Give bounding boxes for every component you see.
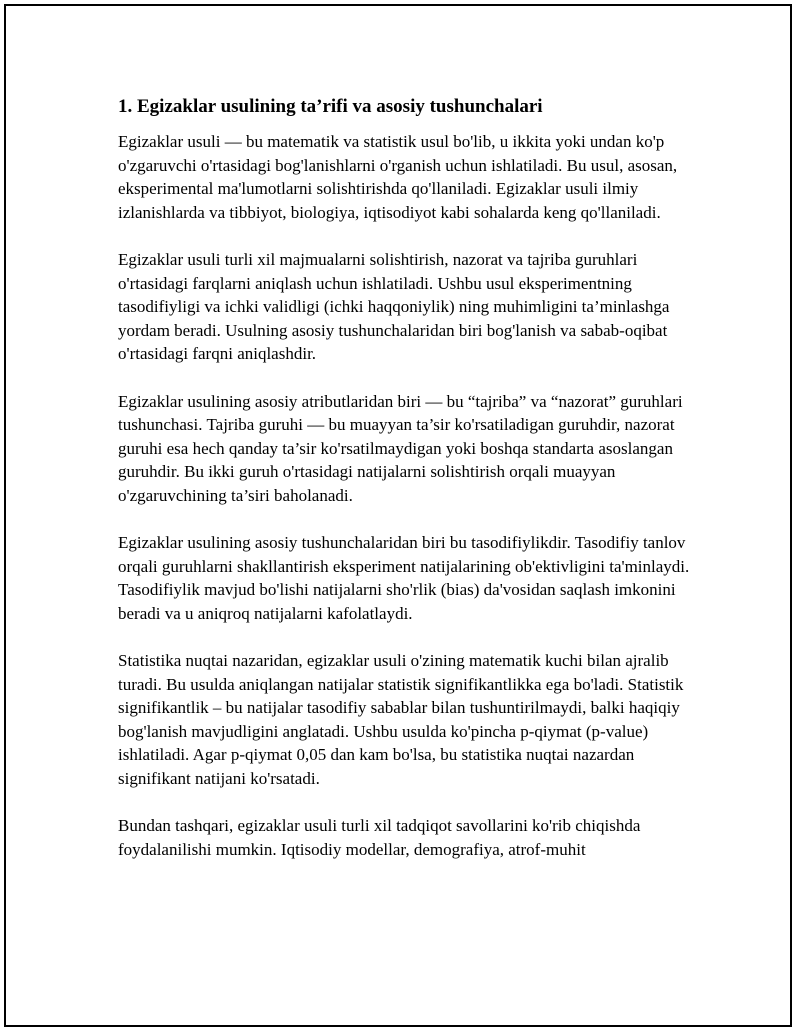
paragraph-2: Egizaklar usuli turli xil majmualarni solishtirish, nazorat va tajriba guruhlari o'rtasidagi farqlarni aniqlash uchun ishlatiladi. Ushbu usul eksperimentning tasodifiyligi va ichki validligi (ichki haqqoniylik) ning muhimligini ta’minlashga yordam beradi. Usulning asosiy tushunchalaridan biri bog'lanish va sabab-oqibat o'rtasidagi farqni aniqlashdir. (118, 249, 670, 364)
paragraph-4: Egizaklar usulining asosiy tushunchalaridan biri bu tasodifiylikdir. Tasodifiy tanlov orqali guruhlarni shakllantirish eksperiment natijalarining ob'ektivligini ta'minlaydi. Tasodifiylik mavjud bo'lishi natijalarni sho'rlik (bias) da'vosidan saqlash imkonini beradi va u aniqroq natijalarni kafolatlaydi. (118, 533, 690, 623)
paragraph-6: Bundan tashqari, egizaklar usuli turli xil tadqiqot savollarini ko'rib chiqishda foydalanilishi mumkin. Iqtisodiy modellar, demografiya, atrof-muhit (118, 816, 641, 859)
paragraph-1: Egizaklar usuli — bu matematik va statistik usul bo'lib, u ikkita yoki undan ko'p o'zgaruvchi o'rtasidagi bog'lanishlarni o'rganish uchun ishlatiladi. Bu usul, asosan, eksperimental ma'lumotlarni solishtirishda qo'llaniladi. Egizaklar usuli ilmiy izlanishlarda va tibbiyot, biologiya, iqtisodiyot kabi sohalarda keng qo'llaniladi. (118, 132, 678, 222)
document-body (118, 94, 692, 861)
paragraph-5: Statistika nuqtai nazaridan, egizaklar usuli o'zining matematik kuchi bilan ajralib turadi. Bu usulda aniqlangan natijalar statistik signifikantlikka ega bo'ladi. Statistik signifikantlik – bu natijalar tasodifiy sabablar bilan tushuntirilmaydi, balki haqiqiy bog'lanish mavjudligini anglatadi. Ushbu usulda ko'pincha p-qiymat (p-value) ishlatiladi. Agar p-qiymat 0,05 dan kam bo'lsa, bu statistika nuqtai nazardan signifikant natijani ko'rsatadi. (118, 651, 684, 789)
section-heading: 1. Egizaklar usulining ta’rifi va asosiy tushunchalari (118, 96, 543, 117)
paragraph-3: Egizaklar usulining asosiy atributlaridan biri — bu “tajriba” va “nazorat” guruhlari tushunchasi. Tajriba guruhi — bu muayyan ta’sir ko'rsatiladigan guruhdir, nazorat guruhi esa hech qanday ta’sir ko'rsatilmaydigan yoki boshqa standarta asoslangan guruhdir. Bu ikki guruh o'rtasidagi natijalarni solishtirish orqali muayyan o'zgaruvchining ta’siri baholanadi. (118, 391, 683, 505)
